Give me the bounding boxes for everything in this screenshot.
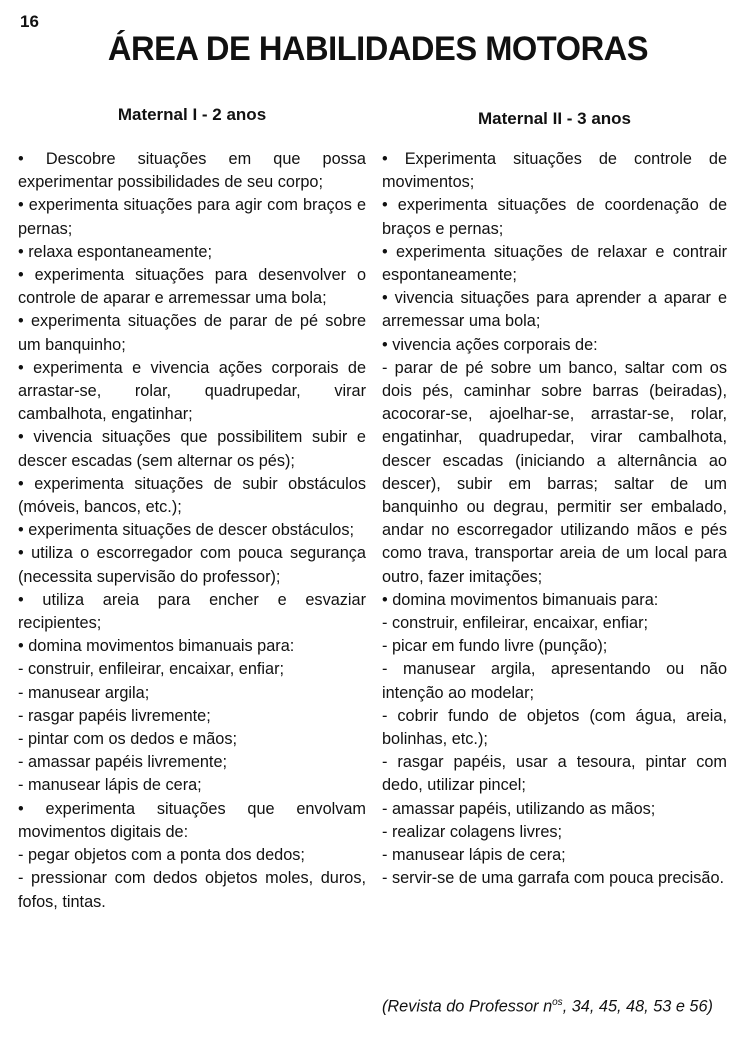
citation-superscript: os — [552, 997, 563, 1008]
list-item: - manusear lápis de cera; — [18, 776, 202, 795]
list-item: • utiliza areia para encher e esvaziar recipientes; — [18, 590, 366, 633]
list-item: • experimenta situações de descer obstáculos; — [18, 521, 355, 540]
page-number: 16 — [20, 12, 39, 31]
list-item: - manusear lápis de cera; — [382, 846, 566, 865]
left-column-list — [18, 148, 366, 914]
list-item: • experimenta situações de coordenação de braços e pernas; — [382, 196, 727, 238]
list-item: • vivencia ações corporais de: — [382, 335, 598, 354]
list-item: • experimenta situações de subir obstáculos (móveis, bancos, etc.); — [18, 474, 366, 517]
list-item: - amassar papéis, utilizando as mãos; — [382, 799, 656, 818]
list-item: • Descobre situações em que possa experimentar possibilidades de seu corpo; — [18, 150, 366, 192]
list-item: • experimenta situações para agir com braços e pernas; — [18, 196, 366, 238]
list-item: - cobrir fundo de objetos (com água, areia, bolinhas, etc.); — [382, 706, 727, 749]
list-item: - amassar papéis livremente; — [18, 753, 228, 772]
right-column-list — [382, 148, 727, 891]
list-item: - pegar objetos com a ponta dos dedos; — [18, 846, 305, 865]
list-item: • experimenta situações de relaxar e contrair espontaneamente; — [382, 242, 727, 285]
citation-text-after: , 34, 45, 48, 53 e 56) — [562, 997, 713, 1016]
list-item: • experimenta e vivencia ações corporais de arrastar-se, rolar, quadrupedar, virar cambalhota, engatinhar; — [18, 358, 366, 424]
citation-text-before: (Revista do Professor n — [382, 997, 553, 1016]
left-column — [18, 100, 366, 914]
list-item: - construir, enfileirar, encaixar, enfiar; — [382, 614, 649, 633]
list-item: • relaxa espontaneamente; — [18, 242, 212, 261]
citation — [382, 991, 727, 1019]
list-item: • Experimenta situações de controle de movimentos; — [382, 150, 727, 192]
right-column-heading: Maternal II - 3 anos — [477, 109, 632, 128]
right-column — [382, 100, 727, 891]
list-item: - rasgar papéis livremente; — [18, 706, 211, 725]
list-item: • vivencia situações que possibilitem subir e descer escadas (sem alternar os pés); — [18, 428, 366, 470]
list-item: - parar de pé sobre um banco, saltar com os dois pés, caminhar sobre barras (beiradas), acocorar-se, ajoelhar-se, arrastar-se, rolar, engatinhar, quadrupedar, virar cambalhota, descer escadas (iniciando a alternância ao descer), subir em barras; saltar de um banquinho ou degrau, permitir ser embalado, andar no escorregador utilizando mãos e pés como trava, transportar areia de um local para outro, fazer imitações; — [382, 358, 727, 586]
list-item: - realizar colagens livres; — [382, 822, 563, 841]
list-item: - pressionar com dedos objetos moles, duros, fofos, tintas. — [18, 869, 366, 911]
list-item: • experimenta situações de parar de pé sobre um banquinho; — [18, 312, 366, 354]
list-item: - construir, enfileirar, encaixar, enfiar; — [18, 660, 285, 679]
list-item: • experimenta situações que envolvam movimentos digitais de: — [18, 799, 366, 841]
list-item: - pintar com os dedos e mãos; — [18, 730, 237, 749]
left-column-heading: Maternal I - 2 anos — [117, 105, 267, 124]
list-item: • domina movimentos bimanuais para: — [18, 637, 295, 656]
list-item: - rasgar papéis, usar a tesoura, pintar com dedo, utilizar pincel; — [382, 753, 727, 795]
list-item: - servir-se de uma garrafa com pouca precisão. — [382, 869, 725, 888]
list-item: • experimenta situações para desenvolver o controle de aparar e arremessar uma bola; — [18, 266, 366, 308]
list-item: • domina movimentos bimanuais para: — [382, 590, 659, 609]
list-item: - manusear argila, apresentando ou não intenção ao modelar; — [382, 660, 727, 702]
list-item: • vivencia situações para aprender a aparar e arremessar uma bola; — [382, 289, 727, 331]
list-item: - manusear argila; — [18, 683, 150, 702]
page-title: ÁREA DE HABILIDADES MOTORAS — [107, 30, 649, 68]
list-item: • utiliza o escorregador com pouca segurança (necessita supervisão do professor); — [18, 544, 366, 586]
list-item: - picar em fundo livre (punção); — [382, 637, 608, 656]
